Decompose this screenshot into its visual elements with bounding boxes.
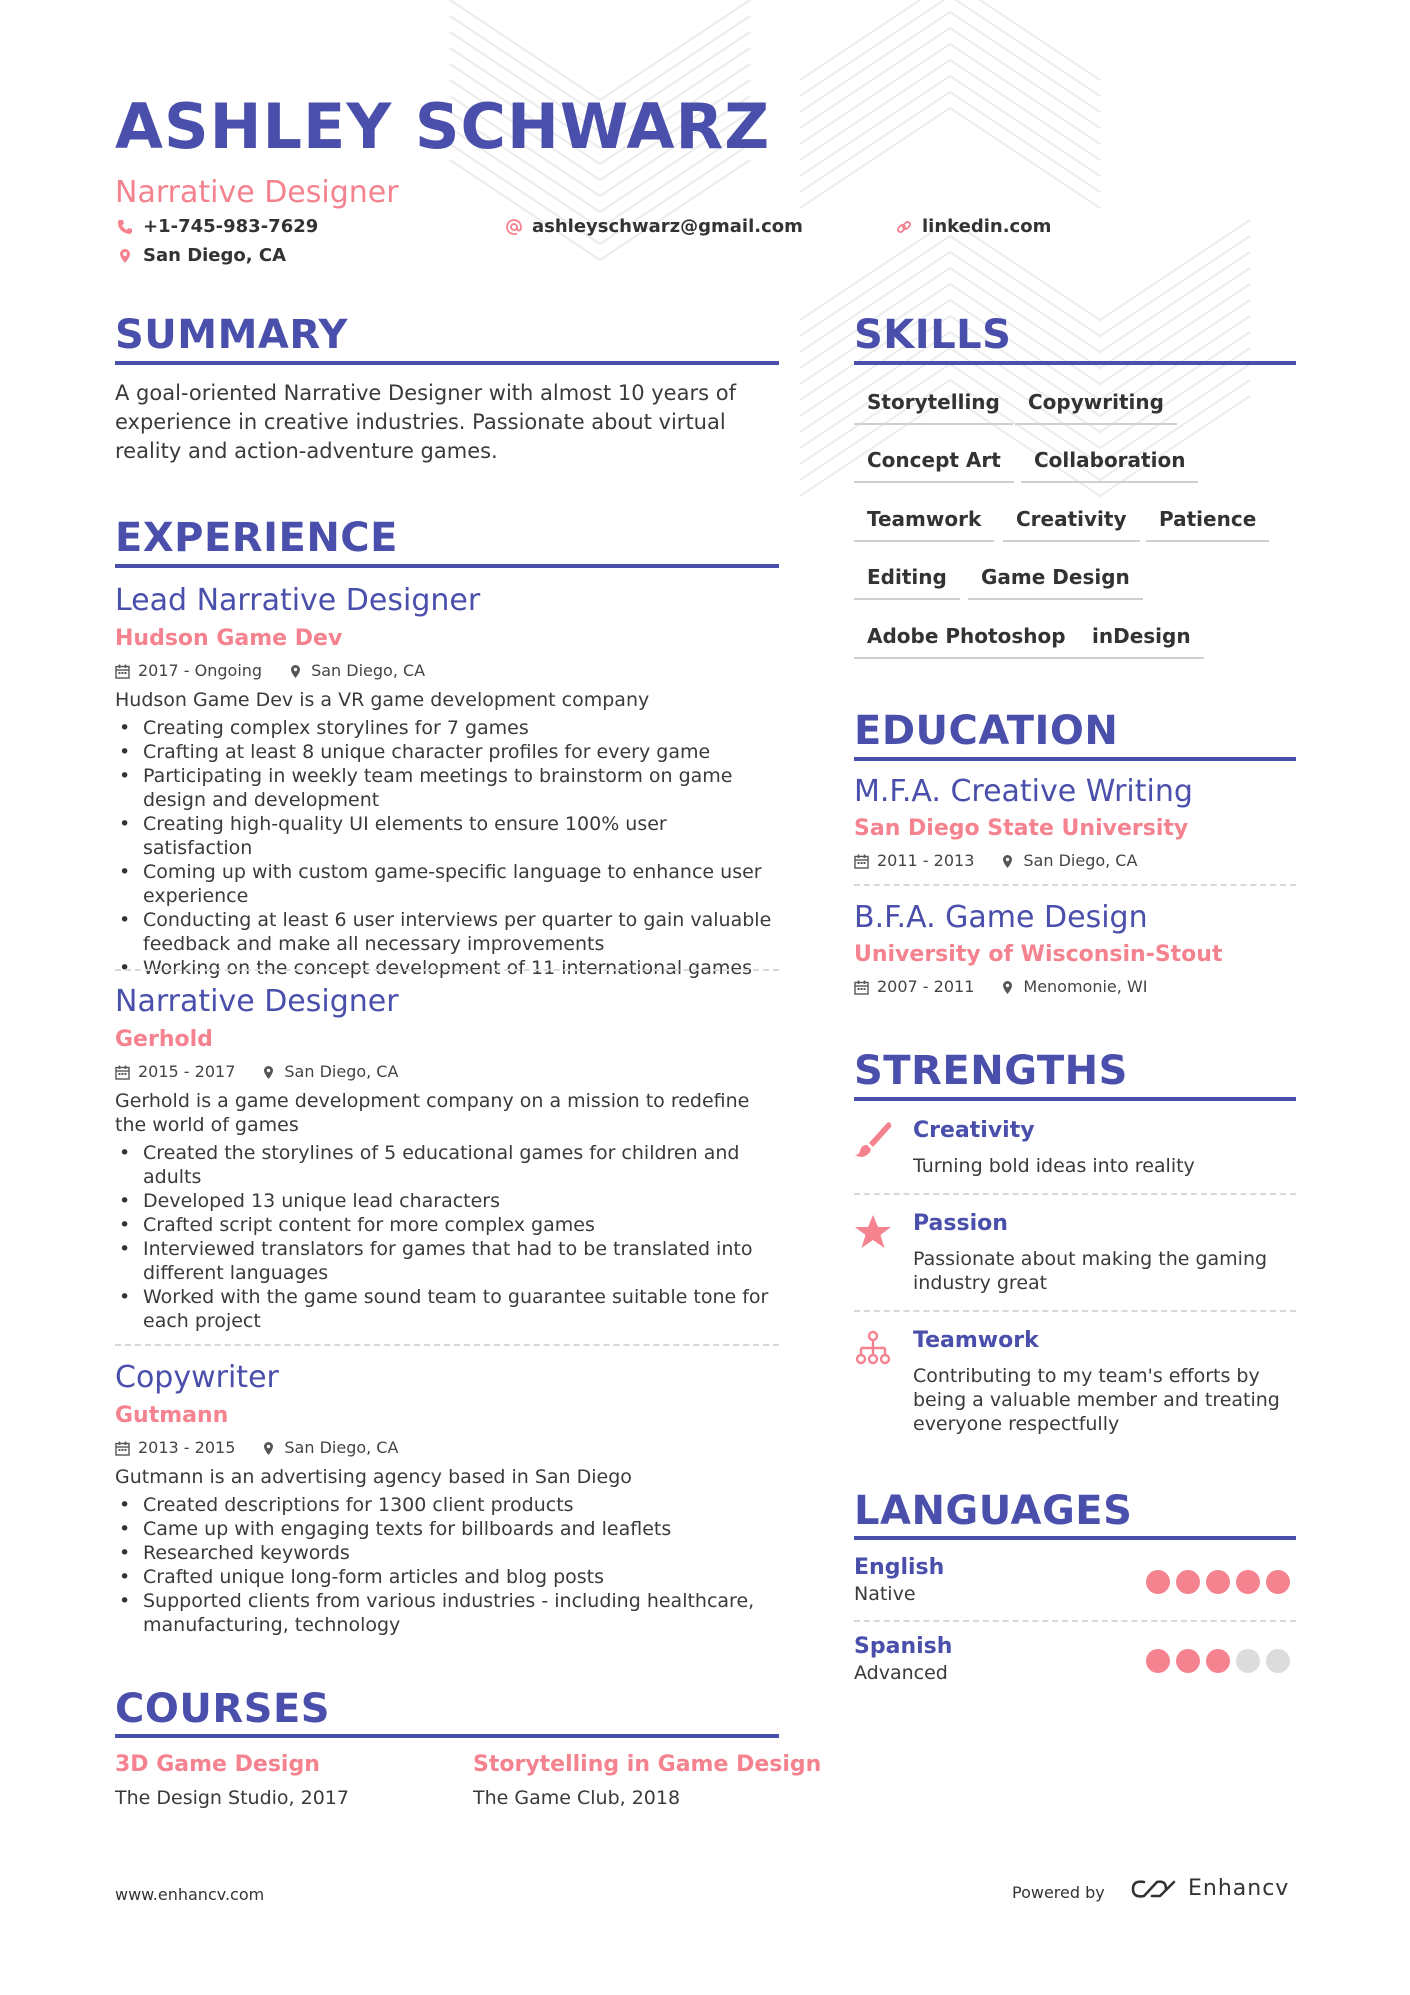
experience-entry: [115, 983, 779, 1333]
job-bullet: • Interviewed translators for games that had to be translated into different languages: [115, 1237, 779, 1285]
job-description: Gerhold is a game development company on a mission to redefine the world of games: [115, 1090, 750, 1136]
languages-rule: [854, 1536, 1296, 1540]
courses-heading: COURSES: [115, 1686, 331, 1732]
skill-tag: Patience: [1146, 506, 1269, 542]
language-rating: [1146, 1570, 1290, 1594]
skill-tag: Game Design: [968, 564, 1143, 600]
job-bullet: • Participating in weekly team meetings to brainstorm on game design and development: [115, 764, 779, 812]
calendar-icon: [115, 1065, 130, 1080]
job-location: [288, 660, 425, 682]
job-title: Lead Narrative Designer: [115, 583, 481, 618]
rating-dot-filled: [1176, 1570, 1200, 1594]
job-separator: [115, 969, 779, 971]
job-bullet: • Crafted script content for more complex games: [115, 1213, 779, 1237]
calendar-icon: [854, 980, 869, 995]
job-separator: [115, 1344, 779, 1346]
job-location-text: San Diego, CA: [284, 1062, 399, 1081]
edu-degree: M.F.A. Creative Writing: [854, 774, 1193, 809]
education-entry: [854, 773, 1296, 872]
location-contact: [117, 245, 286, 266]
language-name: Spanish: [854, 1634, 953, 1659]
strength-title: Creativity: [913, 1118, 1035, 1143]
education-rule: [854, 757, 1296, 761]
strengths-rule: [854, 1097, 1296, 1101]
calendar-icon: [854, 854, 869, 869]
job-description: Gutmann is an advertising agency based in San Diego: [115, 1466, 632, 1488]
linkedin-text: linkedin.com: [922, 216, 1052, 237]
job-bullet: • Developed 13 unique lead characters: [115, 1189, 779, 1213]
phone-text: +1-745-983-7629: [143, 216, 319, 237]
job-dates: [115, 1061, 235, 1083]
job-location: [261, 1437, 398, 1459]
edu-location-text: Menomonie, WI: [1023, 977, 1148, 996]
job-bullets: [115, 716, 779, 980]
rating-dot-filled: [1266, 1570, 1290, 1594]
summary-text: A goal-oriented Narrative Designer with almost 10 years of experience in creative industries. Passionate about virtual reality and action-adventure games.: [115, 381, 736, 463]
star-icon: [854, 1213, 892, 1251]
job-bullet: • Conducting at least 6 user interviews per quarter to gain valuable feedback and make all necessary improvements: [115, 908, 779, 956]
job-bullet: • Crafting at least 8 unique character profiles for every game: [115, 740, 779, 764]
rating-dot-empty: [1266, 1649, 1290, 1673]
education-heading: EDUCATION: [854, 708, 1119, 754]
strength-item: [854, 1116, 1296, 1196]
job-company: Gerhold: [115, 1027, 213, 1052]
job-description: Hudson Game Dev is a VR game development company: [115, 689, 650, 711]
edu-dates: [854, 976, 974, 998]
strengths-heading: STRENGTHS: [854, 1048, 1128, 1094]
at-icon: [506, 219, 522, 235]
job-bullet: • Creating complex storylines for 7 games: [115, 716, 779, 740]
enhancv-logo-icon: [1130, 1877, 1178, 1901]
location-pin-icon: [1000, 980, 1015, 995]
enhancv-brand-text: Enhancv: [1188, 1876, 1290, 1901]
paintbrush-icon: [854, 1120, 892, 1158]
email-text: ashleyschwarz@gmail.com: [532, 216, 803, 237]
language-rating: [1146, 1649, 1290, 1673]
job-bullet: • Supported clients from various industries - including healthcare, manufacturing, technology: [115, 1589, 779, 1637]
edu-location-text: San Diego, CA: [1023, 851, 1138, 870]
edu-dates-text: 2011 - 2013: [877, 851, 975, 870]
linkedin-contact[interactable]: [896, 216, 1051, 237]
skill-tag: inDesign: [1079, 623, 1204, 659]
candidate-name: ASHLEY SCHWARZ: [115, 90, 771, 163]
enhancv-logo[interactable]: [1130, 1876, 1289, 1901]
job-bullet: • Crafted unique long-form articles and blog posts: [115, 1565, 779, 1589]
strength-separator: [854, 1310, 1296, 1312]
strength-item: [854, 1326, 1296, 1446]
edu-school: San Diego State University: [854, 816, 1189, 841]
phone-icon: [117, 219, 133, 235]
rating-dot-filled: [1236, 1570, 1260, 1594]
job-meta: [115, 1437, 779, 1459]
job-bullet: • Worked with the game sound team to guarantee suitable tone for each project: [115, 1285, 779, 1333]
location-pin-icon: [261, 1065, 276, 1080]
education-entry: [854, 899, 1296, 998]
skills-heading: SKILLS: [854, 312, 1012, 358]
strength-description: Turning bold ideas into reality: [913, 1155, 1195, 1177]
job-meta: [115, 1061, 779, 1083]
location-pin-icon: [117, 248, 133, 264]
course-provider: The Game Club, 2018: [473, 1787, 681, 1809]
language-name: English: [854, 1555, 945, 1580]
candidate-role: Narrative Designer: [115, 175, 399, 210]
rating-dot-filled: [1146, 1649, 1170, 1673]
job-meta: [115, 660, 779, 682]
team-hierarchy-icon: [854, 1330, 892, 1368]
job-title: Copywriter: [115, 1360, 279, 1395]
skill-tag: Collaboration: [1021, 447, 1198, 483]
job-dates-text: 2015 - 2017: [138, 1062, 236, 1081]
edu-location: [1000, 976, 1147, 998]
strength-item: [854, 1209, 1296, 1309]
job-company: Hudson Game Dev: [115, 626, 343, 651]
strength-title: Teamwork: [913, 1328, 1039, 1353]
job-bullet: • Working on the concept development of 11 international games: [115, 956, 779, 980]
job-bullets: [115, 1493, 779, 1637]
rating-dot-empty: [1236, 1649, 1260, 1673]
experience-rule: [115, 564, 779, 568]
job-location-text: San Diego, CA: [311, 661, 426, 680]
strength-separator: [854, 1193, 1296, 1195]
job-location-text: San Diego, CA: [284, 1438, 399, 1457]
course-title: 3D Game Design: [115, 1752, 320, 1777]
job-bullet: • Researched keywords: [115, 1541, 779, 1565]
calendar-icon: [115, 664, 130, 679]
edu-degree: B.F.A. Game Design: [854, 900, 1148, 935]
edu-dates: [854, 850, 974, 872]
job-title: Narrative Designer: [115, 984, 399, 1019]
calendar-icon: [115, 1441, 130, 1456]
rating-dot-filled: [1206, 1570, 1230, 1594]
rating-dot-filled: [1206, 1649, 1230, 1673]
rating-dot-filled: [1146, 1570, 1170, 1594]
job-dates: [115, 660, 262, 682]
skill-tag: Editing: [854, 564, 960, 600]
edu-meta: [854, 976, 1296, 998]
job-bullet: • Came up with engaging texts for billboards and leaflets: [115, 1517, 779, 1541]
languages-heading: LANGUAGES: [854, 1488, 1133, 1534]
strength-title: Passion: [913, 1211, 1008, 1236]
education-separator: [854, 884, 1296, 886]
experience-entry: [115, 1359, 779, 1637]
summary-rule: [115, 361, 779, 365]
skills-rule: [854, 361, 1296, 365]
skill-tag: Creativity: [1003, 506, 1140, 542]
experience-entry: [115, 582, 779, 980]
skill-tag: Storytelling: [854, 389, 1013, 425]
footer-powered-by: Powered by: [1012, 1883, 1105, 1902]
edu-dates-text: 2007 - 2011: [877, 977, 975, 996]
phone-contact[interactable]: [117, 216, 318, 237]
strength-description: Passionate about making the gaming industry great: [913, 1248, 1268, 1294]
rating-dot-filled: [1176, 1649, 1200, 1673]
email-contact[interactable]: [506, 216, 803, 237]
job-bullet: • Coming up with custom game-specific language to enhance user experience: [115, 860, 779, 908]
language-separator: [854, 1620, 1296, 1622]
skill-tag: Concept Art: [854, 447, 1014, 483]
skill-tag: Teamwork: [854, 506, 994, 542]
footer-url[interactable]: www.enhancv.com: [115, 1885, 265, 1904]
language-level: Native: [854, 1583, 916, 1605]
job-dates-text: 2013 - 2015: [138, 1438, 236, 1457]
job-dates: [115, 1437, 235, 1459]
job-dates-text: 2017 - Ongoing: [138, 661, 263, 680]
skill-tag: Copywriting: [1015, 389, 1177, 425]
location-pin-icon: [261, 1441, 276, 1456]
job-bullet: • Created the storylines of 5 educational games for children and adults: [115, 1141, 779, 1189]
language-level: Advanced: [854, 1662, 948, 1684]
summary-heading: SUMMARY: [115, 312, 348, 358]
job-company: Gutmann: [115, 1403, 229, 1428]
experience-heading: EXPERIENCE: [115, 515, 398, 561]
job-bullet: • Creating high-quality UI elements to ensure 100% user satisfaction: [115, 812, 779, 860]
courses-rule: [115, 1734, 779, 1738]
job-bullet: • Created descriptions for 1300 client products: [115, 1493, 779, 1517]
strength-description: Contributing to my team's efforts by being a valuable member and treating everyone respectfully: [913, 1365, 1280, 1435]
location-pin-icon: [288, 664, 303, 679]
job-bullets: [115, 1141, 779, 1333]
job-location: [261, 1061, 398, 1083]
link-icon: [896, 219, 912, 235]
location-text: San Diego, CA: [143, 245, 287, 266]
location-pin-icon: [1000, 854, 1015, 869]
edu-meta: [854, 850, 1296, 872]
course-title: Storytelling in Game Design: [473, 1752, 822, 1777]
edu-location: [1000, 850, 1137, 872]
course-provider: The Design Studio, 2017: [115, 1787, 349, 1809]
skill-tag: Adobe Photoshop: [854, 623, 1079, 659]
edu-school: University of Wisconsin-Stout: [854, 942, 1223, 967]
